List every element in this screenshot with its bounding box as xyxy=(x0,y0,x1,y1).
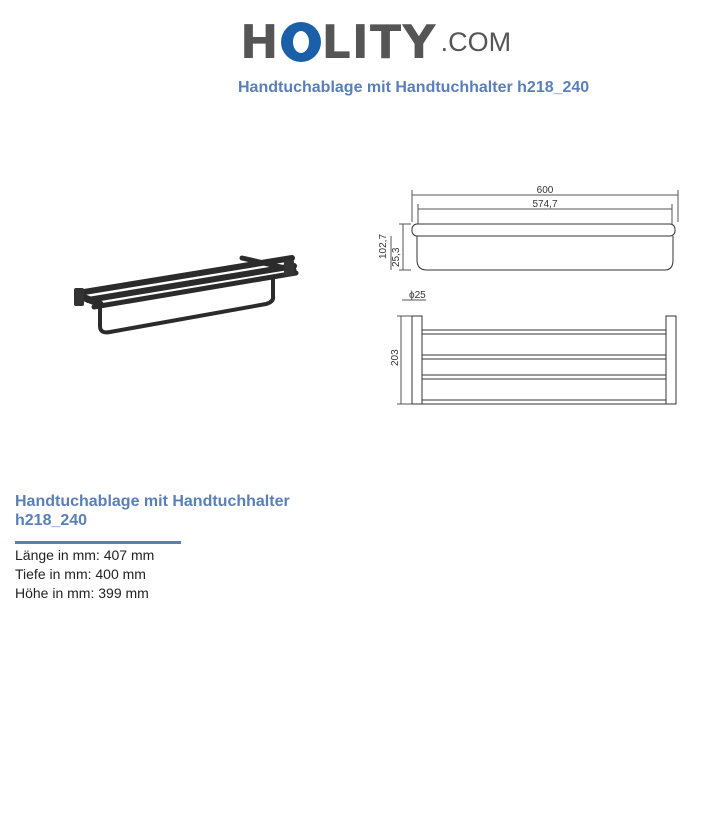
dim-height-total: 102,7 xyxy=(378,233,389,259)
holity-logo[interactable] xyxy=(240,14,511,70)
product-title-line1: Handtuchablage mit Handtuchhalter xyxy=(15,493,290,510)
logo-wordmark xyxy=(240,14,437,70)
logo-letter-h: H xyxy=(240,15,280,69)
logo-domain: .COM xyxy=(440,27,512,57)
spec-length: Länge in mm: 407 mm xyxy=(15,547,155,563)
product-specs xyxy=(15,546,154,603)
dim-diameter: ϕ25 xyxy=(409,290,426,301)
dim-depth: 203 xyxy=(390,349,401,366)
logo-o-icon xyxy=(281,22,321,62)
page-title: Handtuchablage mit Handtuchhalter h218_240 xyxy=(238,79,590,96)
spec-height: Höhe in mm: 399 mm xyxy=(15,585,149,601)
towel-rack-render-icon xyxy=(70,240,305,340)
spec-depth: Tiefe in mm: 400 mm xyxy=(15,566,146,582)
dim-height-bar: 25,3 xyxy=(391,247,402,267)
dim-width-outer: 600 xyxy=(536,185,554,196)
title-divider xyxy=(15,541,181,544)
product-title xyxy=(15,492,315,530)
product-title-line2: h218_240 xyxy=(15,512,88,529)
dim-width-inner: 574,7 xyxy=(532,199,558,210)
logo-letters-lity: LITY xyxy=(321,15,437,69)
product-photo xyxy=(70,240,305,345)
technical-drawing xyxy=(375,180,685,420)
